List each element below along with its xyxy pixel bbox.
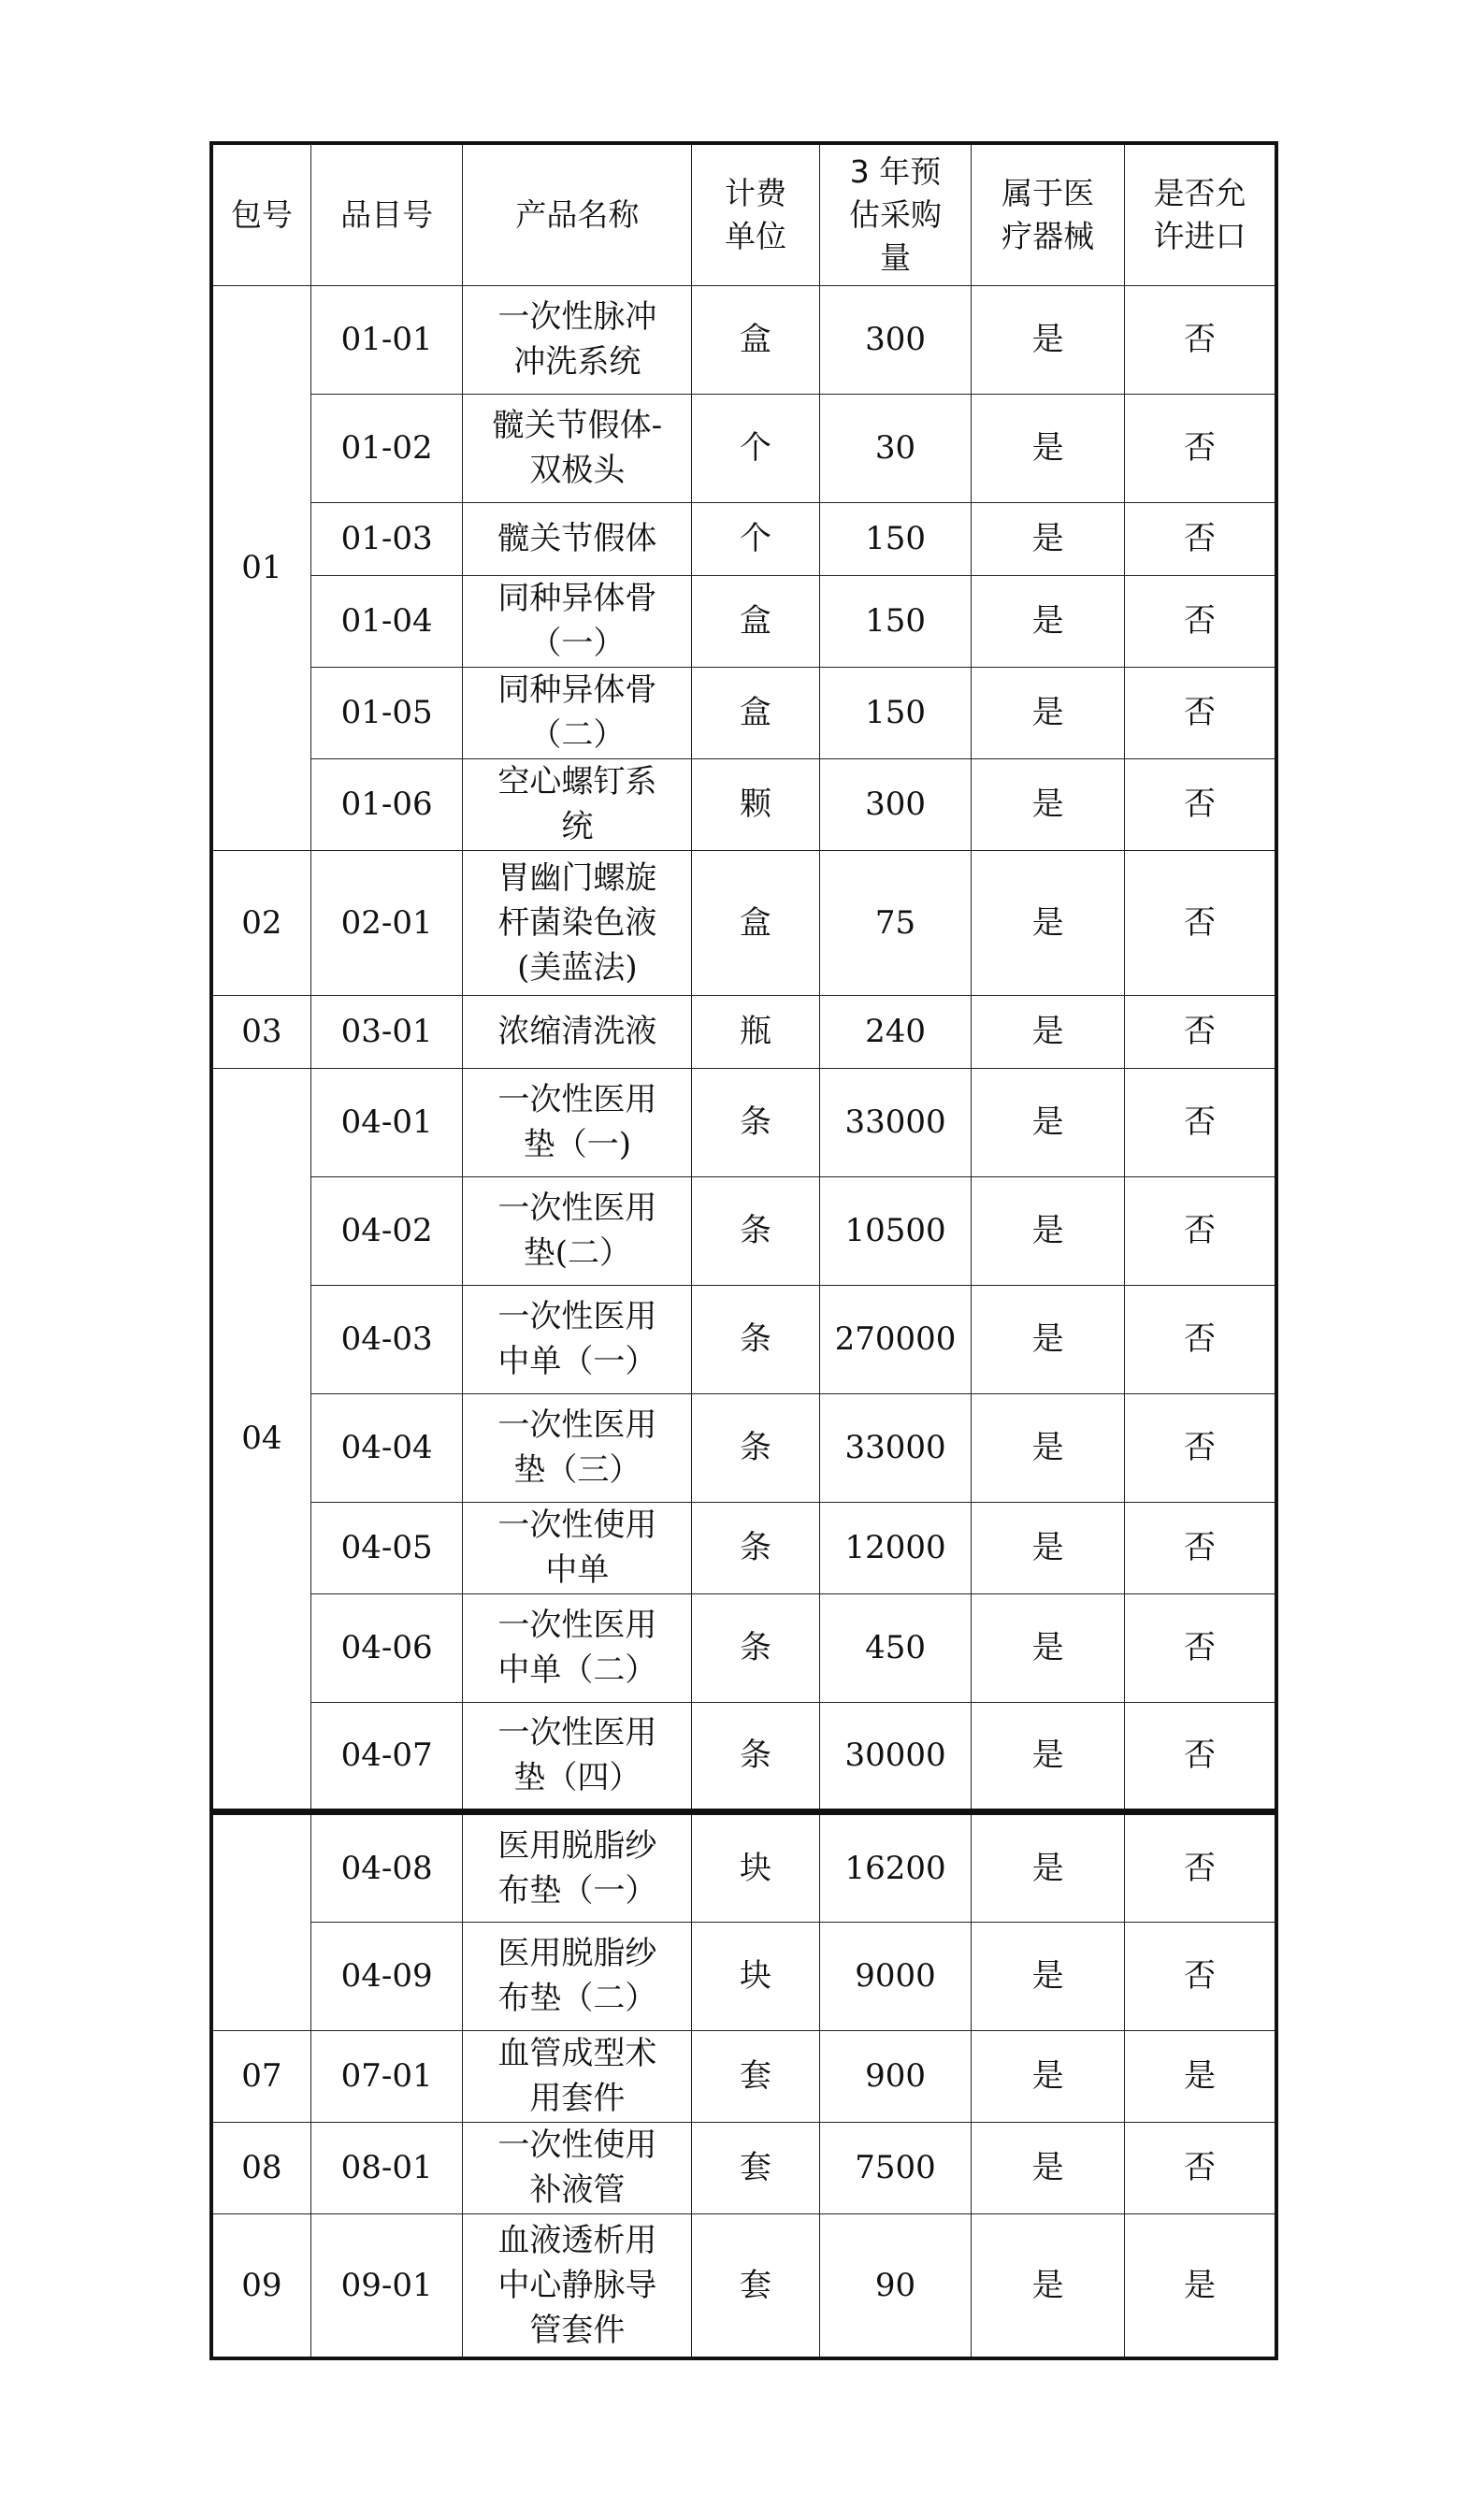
item-number-cell: 04-01: [310, 1068, 463, 1176]
product-name-cell: [463, 2213, 692, 2358]
header-quantity-label: 3 年预估采购量: [849, 152, 943, 276]
quantity-cell: 300: [819, 285, 972, 394]
quantity-cell: 7500: [819, 2122, 972, 2213]
product-name-cell: [463, 1922, 692, 2030]
quantity-cell: 270000: [819, 1285, 972, 1393]
import-allowed-cell: 否: [1124, 667, 1276, 758]
header-row: [211, 143, 1276, 285]
item-number-cell: 01-02: [310, 394, 463, 502]
product-name-text: 一次性医用中单（二）: [497, 1607, 657, 1689]
quantity-cell: 300: [819, 758, 972, 850]
medical-device-cell: 是: [972, 1285, 1125, 1393]
product-name-cell: [463, 1285, 692, 1393]
item-number-cell: 04-05: [310, 1502, 463, 1593]
unit-cell: 块: [692, 1922, 819, 2030]
item-number-cell: 01-06: [310, 758, 463, 850]
item-number-cell: 08-01: [310, 2122, 463, 2213]
table-row: [211, 1285, 1276, 1393]
header-item-number: 品目号: [310, 143, 463, 285]
unit-cell: 盒: [692, 285, 819, 394]
product-name-text: 血液透析用中心静脉导管套件: [497, 2221, 657, 2349]
header-package: 包号: [211, 143, 310, 285]
unit-cell: 条: [692, 1176, 819, 1285]
unit-cell: 套: [692, 2122, 819, 2213]
header-medical-device-label: 属于医疗器械: [1001, 174, 1095, 254]
table-row: [211, 2030, 1276, 2122]
product-name-cell: [463, 1813, 692, 1922]
medical-device-cell: 是: [972, 2122, 1125, 2213]
table-row: [211, 285, 1276, 394]
table-row: [211, 2213, 1276, 2358]
import-allowed-cell: 否: [1124, 1702, 1276, 1810]
package-cell: 03: [211, 995, 310, 1068]
item-number-cell: 09-01: [310, 2213, 463, 2358]
medical-device-cell: 是: [972, 1068, 1125, 1176]
item-number-cell: 04-08: [310, 1813, 463, 1922]
table-row: [211, 667, 1276, 758]
import-allowed-cell: 否: [1124, 285, 1276, 394]
import-allowed-cell: 否: [1124, 1502, 1276, 1593]
product-name-cell: [463, 850, 692, 995]
item-number-cell: 04-02: [310, 1176, 463, 1285]
table-row: [211, 1176, 1276, 1285]
package-cell: 01: [211, 285, 310, 850]
product-name-text: 胃幽门螺旋杆菌染色液(美蓝法): [497, 858, 657, 987]
item-number-cell: 04-06: [310, 1593, 463, 1702]
product-name-text: 髋关节假体-双极头: [492, 407, 663, 489]
import-allowed-cell: 否: [1124, 995, 1276, 1068]
unit-cell: 条: [692, 1393, 819, 1502]
quantity-cell: 90: [819, 2213, 972, 2358]
medical-device-cell: 是: [972, 1813, 1125, 1922]
item-number-cell: 01-03: [310, 502, 463, 575]
quantity-cell: 30000: [819, 1702, 972, 1810]
table-row: [211, 502, 1276, 575]
quantity-cell: 16200: [819, 1813, 972, 1922]
item-number-cell: 03-01: [310, 995, 463, 1068]
product-name-cell: [463, 502, 692, 575]
item-number-cell: 04-07: [310, 1702, 463, 1810]
table-row: [211, 1502, 1276, 1593]
quantity-cell: 240: [819, 995, 972, 1068]
unit-cell: 条: [692, 1593, 819, 1702]
import-allowed-cell: 否: [1124, 1393, 1276, 1502]
product-name-text: 同种异体骨（一）: [497, 580, 657, 662]
unit-cell: 盒: [692, 667, 819, 758]
quantity-cell: 9000: [819, 1922, 972, 2030]
product-name-text: 血管成型术用套件: [497, 2035, 657, 2117]
header-unit-label: 计费单位: [725, 174, 787, 254]
table-row: [211, 758, 1276, 850]
header-import-allowed-label: 是否允许进口: [1153, 174, 1246, 254]
unit-cell: 盒: [692, 575, 819, 667]
item-number-cell: 04-03: [310, 1285, 463, 1393]
quantity-cell: 33000: [819, 1068, 972, 1176]
table-row: [211, 1922, 1276, 2030]
unit-cell: 盒: [692, 850, 819, 995]
product-name-text: 一次性医用中单（一）: [497, 1298, 657, 1380]
import-allowed-cell: 否: [1124, 1813, 1276, 1922]
unit-cell: 套: [692, 2030, 819, 2122]
unit-cell: 颗: [692, 758, 819, 850]
import-allowed-cell: 否: [1124, 1285, 1276, 1393]
package-cell: [211, 1813, 310, 2030]
product-name-cell: [463, 667, 692, 758]
medical-device-cell: 是: [972, 850, 1125, 995]
medical-device-cell: 是: [972, 2213, 1125, 2358]
product-name-cell: [463, 1593, 692, 1702]
import-allowed-cell: 否: [1124, 1922, 1276, 2030]
product-name-cell: [463, 758, 692, 850]
medical-device-cell: 是: [972, 1176, 1125, 1285]
unit-cell: 条: [692, 1702, 819, 1810]
table-row: [211, 995, 1276, 1068]
medical-device-cell: 是: [972, 1593, 1125, 1702]
header-import-allowed: [1124, 143, 1276, 285]
package-cell: 09: [211, 2213, 310, 2358]
item-number-cell: 02-01: [310, 850, 463, 995]
import-allowed-cell: 否: [1124, 1176, 1276, 1285]
quantity-cell: 12000: [819, 1502, 972, 1593]
product-name-text: 一次性医用垫（四）: [497, 1714, 657, 1797]
product-name-text: 一次性使用补液管: [497, 2126, 657, 2209]
import-allowed-cell: 否: [1124, 1068, 1276, 1176]
import-allowed-cell: 否: [1124, 394, 1276, 502]
product-name-text: 一次性医用垫(二）: [497, 1189, 657, 1272]
quantity-cell: 75: [819, 850, 972, 995]
import-allowed-cell: 否: [1124, 575, 1276, 667]
medical-device-cell: 是: [972, 285, 1125, 394]
item-number-cell: 01-01: [310, 285, 463, 394]
product-name-cell: [463, 1393, 692, 1502]
import-allowed-cell: 否: [1124, 502, 1276, 575]
product-name-cell: [463, 285, 692, 394]
product-name-text: 一次性使用中单: [497, 1506, 657, 1589]
header-medical-device: [972, 143, 1125, 285]
procurement-table-part-1: [209, 141, 1278, 1812]
table-row: [211, 394, 1276, 502]
procurement-table-part-2: [209, 1811, 1278, 2360]
medical-device-cell: 是: [972, 1922, 1125, 2030]
item-number-cell: 04-09: [310, 1922, 463, 2030]
import-allowed-cell: 是: [1124, 2030, 1276, 2122]
table-row: [211, 1702, 1276, 1810]
product-name-cell: [463, 575, 692, 667]
quantity-cell: 33000: [819, 1393, 972, 1502]
item-number-cell: 07-01: [310, 2030, 463, 2122]
product-name-cell: [463, 2030, 692, 2122]
product-name-text: 浓缩清洗液: [497, 1013, 657, 1050]
medical-device-cell: 是: [972, 502, 1125, 575]
quantity-cell: 150: [819, 667, 972, 758]
product-name-cell: [463, 995, 692, 1068]
import-allowed-cell: 否: [1124, 850, 1276, 995]
table-row: [211, 1813, 1276, 1922]
package-cell: 04: [211, 1068, 310, 1810]
header-product-name: 产品名称: [463, 143, 692, 285]
product-name-cell: [463, 1702, 692, 1810]
unit-cell: 个: [692, 502, 819, 575]
product-name-text: 一次性医用垫（一): [497, 1081, 657, 1163]
medical-device-cell: 是: [972, 758, 1125, 850]
item-number-cell: 01-04: [310, 575, 463, 667]
header-quantity: [819, 143, 972, 285]
medical-device-cell: 是: [972, 575, 1125, 667]
medical-device-cell: 是: [972, 1393, 1125, 1502]
medical-device-cell: 是: [972, 1702, 1125, 1810]
product-name-text: 髋关节假体: [497, 520, 657, 557]
product-name-cell: [463, 2122, 692, 2213]
item-number-cell: 01-05: [310, 667, 463, 758]
product-name-text: 一次性脉冲冲洗系统: [497, 298, 657, 381]
unit-cell: 瓶: [692, 995, 819, 1068]
product-name-text: 一次性医用垫（三）: [497, 1406, 657, 1489]
product-name-cell: [463, 394, 692, 502]
quantity-cell: 450: [819, 1593, 972, 1702]
medical-device-cell: 是: [972, 394, 1125, 502]
package-cell: 07: [211, 2030, 310, 2122]
product-name-text: 医用脱脂纱布垫（二）: [497, 1935, 657, 2017]
medical-device-cell: 是: [972, 2030, 1125, 2122]
unit-cell: 条: [692, 1502, 819, 1593]
table-row: [211, 850, 1276, 995]
unit-cell: 条: [692, 1285, 819, 1393]
table-row: [211, 2122, 1276, 2213]
unit-cell: 块: [692, 1813, 819, 1922]
import-allowed-cell: 是: [1124, 2213, 1276, 2358]
unit-cell: 条: [692, 1068, 819, 1176]
product-name-text: 空心螺钉系统: [497, 763, 657, 845]
quantity-cell: 900: [819, 2030, 972, 2122]
table-row: [211, 575, 1276, 667]
product-name-text: 同种异体骨（二）: [497, 671, 657, 754]
product-name-cell: [463, 1502, 692, 1593]
package-cell: 02: [211, 850, 310, 995]
product-name-text: 医用脱脂纱布垫（一）: [497, 1826, 657, 1910]
unit-cell: 套: [692, 2213, 819, 2358]
medical-device-cell: 是: [972, 1502, 1125, 1593]
quantity-cell: 30: [819, 394, 972, 502]
table-body-2: [211, 1813, 1276, 2358]
quantity-cell: 150: [819, 502, 972, 575]
import-allowed-cell: 否: [1124, 2122, 1276, 2213]
medical-device-cell: 是: [972, 995, 1125, 1068]
table-body-1: [211, 285, 1276, 1810]
import-allowed-cell: 否: [1124, 1593, 1276, 1702]
item-number-cell: 04-04: [310, 1393, 463, 1502]
table-row: [211, 1393, 1276, 1502]
product-name-cell: [463, 1068, 692, 1176]
package-cell: 08: [211, 2122, 310, 2213]
import-allowed-cell: 否: [1124, 758, 1276, 850]
product-name-cell: [463, 1176, 692, 1285]
table-row: [211, 1593, 1276, 1702]
medical-device-cell: 是: [972, 667, 1125, 758]
quantity-cell: 10500: [819, 1176, 972, 1285]
quantity-cell: 150: [819, 575, 972, 667]
unit-cell: 个: [692, 394, 819, 502]
header-unit: [692, 143, 819, 285]
table-row: [211, 1068, 1276, 1176]
